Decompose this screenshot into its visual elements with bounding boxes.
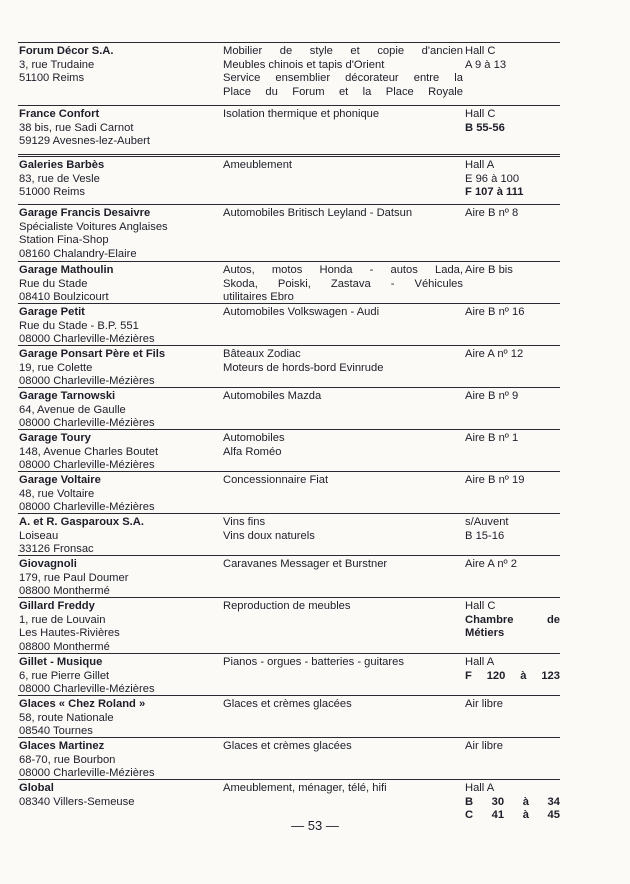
address-line: 33126 Fronsac bbox=[19, 543, 94, 556]
exhibitor-entry bbox=[18, 695, 560, 737]
exhibitor-name: Galeries Barbès bbox=[19, 159, 105, 171]
address-line: 68-70, rue Bourbon bbox=[19, 753, 116, 766]
exhibitor-contact bbox=[19, 159, 219, 200]
location-line: A 9 à 13 bbox=[465, 58, 507, 71]
address-line: 08160 Chalandry-Elaire bbox=[19, 247, 137, 260]
location-line: Aire B nº 8 bbox=[465, 207, 519, 219]
description-line: Place du Forum et la Place Royale bbox=[223, 85, 463, 98]
exhibitor-name: Forum Décor S.A. bbox=[19, 45, 114, 57]
location-line: E 96 à 100 bbox=[465, 172, 520, 185]
location-line: s/Auvent bbox=[465, 516, 509, 528]
location-line: Air libre bbox=[465, 698, 503, 710]
stand-location bbox=[465, 45, 560, 72]
location-line: Hall C bbox=[465, 45, 496, 57]
address-line: 08000 Charleville-Mézières bbox=[19, 375, 155, 388]
product-description bbox=[223, 264, 463, 305]
description-line: Bâteaux Zodiac bbox=[223, 348, 301, 360]
description-line: Autos, motos Honda - autos Lada, bbox=[223, 264, 463, 276]
description-line: Moteurs de hords-bord Evinrude bbox=[223, 361, 384, 374]
address-line: 08410 Boulzicourt bbox=[19, 291, 109, 304]
product-description bbox=[223, 390, 463, 404]
product-description bbox=[223, 306, 463, 320]
product-description bbox=[223, 600, 463, 614]
description-line: Mobilier de style et copie d'ancien bbox=[223, 45, 463, 57]
product-description bbox=[223, 740, 463, 754]
exhibitor-contact bbox=[19, 306, 219, 347]
stand-location bbox=[465, 656, 560, 683]
exhibitor-name: Garage Ponsart Père et Fils bbox=[19, 348, 166, 360]
address-line: 08340 Villers-Semeuse bbox=[19, 795, 135, 808]
location-line: Aire B nº 1 bbox=[465, 432, 519, 444]
exhibitor-entry bbox=[18, 653, 560, 695]
description-line: Meubles chinois et tapis d'Orient bbox=[223, 58, 385, 71]
address-line: 08000 Charleville-Mézières bbox=[19, 501, 155, 514]
exhibitor-entry bbox=[18, 737, 560, 779]
address-line: 08000 Charleville-Mézières bbox=[19, 417, 155, 430]
address-line: 19, rue Colette bbox=[19, 361, 93, 374]
address-line: 51000 Reims bbox=[19, 186, 85, 199]
stand-location bbox=[465, 516, 560, 543]
product-description bbox=[223, 782, 463, 796]
product-description bbox=[223, 474, 463, 488]
exhibitor-name: France Confort bbox=[19, 108, 100, 120]
location-line: Hall C bbox=[465, 108, 496, 120]
exhibitor-entry bbox=[18, 471, 560, 513]
exhibitor-name: Garage Voltaire bbox=[19, 474, 101, 486]
stand-location bbox=[465, 782, 560, 823]
stand-location bbox=[465, 207, 560, 221]
exhibitor-entry bbox=[18, 387, 560, 429]
address-line: Les Hautes-Rivières bbox=[19, 627, 120, 640]
exhibitor-entry bbox=[18, 513, 560, 555]
product-description bbox=[223, 45, 463, 99]
stand-location bbox=[465, 390, 560, 404]
location-line: Hall A bbox=[465, 656, 495, 668]
description-line: Reproduction de meubles bbox=[223, 600, 351, 612]
exhibitor-contact bbox=[19, 516, 219, 557]
exhibitor-contact bbox=[19, 45, 219, 86]
location-line: C 41 à 45 bbox=[465, 809, 560, 822]
address-line: Spécialiste Voitures Anglaises bbox=[19, 220, 168, 233]
stand-location bbox=[465, 740, 560, 754]
stand-location bbox=[465, 108, 560, 135]
description-line: Pianos - orgues - batteries - guitares bbox=[223, 656, 404, 668]
location-line: Hall A bbox=[465, 782, 495, 794]
product-description bbox=[223, 698, 463, 712]
address-line: 148, Avenue Charles Boutet bbox=[19, 445, 159, 458]
address-line: 38 bis, rue Sadi Carnot bbox=[19, 121, 134, 134]
stand-location bbox=[465, 159, 560, 200]
description-line: Automobiles Mazda bbox=[223, 390, 322, 402]
stand-location bbox=[465, 306, 560, 320]
directory-listing bbox=[18, 42, 560, 835]
location-line: B 30 à 34 bbox=[465, 795, 560, 808]
exhibitor-entry bbox=[18, 42, 560, 105]
address-line: 08000 Charleville-Mézières bbox=[19, 683, 155, 696]
address-line: Loiseau bbox=[19, 529, 59, 542]
description-line: Service ensemblier décorateur entre la bbox=[223, 72, 463, 85]
address-line: 08000 Charleville-Mézières bbox=[19, 459, 155, 472]
exhibitor-contact bbox=[19, 558, 219, 599]
stand-location bbox=[465, 698, 560, 712]
location-line: Air libre bbox=[465, 740, 503, 752]
location-line: Aire B nº 9 bbox=[465, 390, 519, 402]
exhibitor-name: Garage Francis Desaivre bbox=[19, 207, 151, 219]
address-line: 08800 Monthermé bbox=[19, 640, 110, 653]
description-line: Concessionnaire Fiat bbox=[223, 474, 329, 486]
location-line: Hall A bbox=[465, 159, 495, 171]
exhibitor-name: Garage Toury bbox=[19, 432, 91, 444]
location-line: B 55-56 bbox=[465, 121, 505, 134]
exhibitor-contact bbox=[19, 474, 219, 515]
address-line: 59129 Avesnes-lez-Aubert bbox=[19, 135, 151, 148]
location-line: Hall C bbox=[465, 600, 496, 612]
product-description bbox=[223, 159, 463, 173]
exhibitor-name: Garage Petit bbox=[19, 306, 85, 318]
address-line: 6, rue Pierre Gillet bbox=[19, 669, 110, 682]
location-line: Aire B nº 19 bbox=[465, 474, 525, 486]
address-line: 08000 Charleville-Mézières bbox=[19, 333, 155, 346]
exhibitor-name: Glaces Martinez bbox=[19, 740, 105, 752]
address-line: 179, rue Paul Doumer bbox=[19, 571, 129, 584]
exhibitor-name: Global bbox=[19, 782, 54, 794]
address-line: 48, rue Voltaire bbox=[19, 487, 95, 500]
location-line: Aire A nº 2 bbox=[465, 558, 517, 570]
product-description bbox=[223, 207, 463, 221]
exhibitor-entry bbox=[18, 345, 560, 387]
exhibitor-contact bbox=[19, 348, 219, 389]
location-line: F 107 à 111 bbox=[465, 186, 524, 199]
exhibitor-entry bbox=[18, 597, 560, 653]
exhibitor-contact bbox=[19, 108, 219, 149]
address-line: Rue du Stade - B.P. 551 bbox=[19, 319, 139, 332]
address-line: 58, route Nationale bbox=[19, 711, 114, 724]
exhibitor-contact bbox=[19, 740, 219, 781]
exhibitor-entry bbox=[18, 555, 560, 597]
exhibitor-entry bbox=[18, 303, 560, 345]
exhibitor-entry bbox=[18, 154, 560, 204]
exhibitor-name: Gillet - Musique bbox=[19, 656, 103, 668]
address-line: 64, Avenue de Gaulle bbox=[19, 403, 126, 416]
exhibitor-contact bbox=[19, 782, 219, 809]
exhibitor-name: Giovagnoli bbox=[19, 558, 77, 570]
address-line: 08000 Charleville-Mézières bbox=[19, 767, 155, 780]
description-line: Automobiles Britisch Leyland - Datsun bbox=[223, 207, 413, 219]
exhibitor-entry bbox=[18, 105, 560, 154]
exhibitor-contact bbox=[19, 207, 219, 261]
exhibitor-name: Glaces « Chez Roland » bbox=[19, 698, 146, 710]
location-line: Aire A nº 12 bbox=[465, 348, 524, 360]
description-line: Caravanes Messager et Burstner bbox=[223, 558, 388, 570]
stand-location bbox=[465, 432, 560, 446]
exhibitor-name: Garage Tarnowski bbox=[19, 390, 116, 402]
product-description bbox=[223, 558, 463, 572]
description-line: Skoda, Poiski, Zastava - Véhicules bbox=[223, 277, 463, 290]
address-line: 1, rue de Louvain bbox=[19, 613, 106, 626]
address-line: 08800 Monthermé bbox=[19, 585, 110, 598]
page-number: — 53 — bbox=[291, 818, 339, 833]
exhibitor-contact bbox=[19, 600, 219, 654]
description-line: Isolation thermique et phonique bbox=[223, 108, 380, 120]
exhibitor-contact bbox=[19, 264, 219, 305]
exhibitor-contact bbox=[19, 656, 219, 697]
stand-location bbox=[465, 264, 560, 278]
product-description bbox=[223, 516, 463, 543]
location-line: Chambre de bbox=[465, 613, 560, 626]
exhibitor-name: A. et R. Gasparoux S.A. bbox=[19, 516, 144, 528]
description-line: Vins fins bbox=[223, 516, 266, 528]
exhibitor-entry bbox=[18, 429, 560, 471]
location-line: Aire B nº 16 bbox=[465, 306, 525, 318]
description-line: Glaces et crèmes glacées bbox=[223, 698, 352, 710]
description-line: Ameublement bbox=[223, 159, 293, 171]
stand-location bbox=[465, 348, 560, 362]
exhibitor-contact bbox=[19, 698, 219, 739]
description-line: utilitaires Ebro bbox=[223, 291, 294, 304]
stand-location bbox=[465, 558, 560, 572]
exhibitor-name: Gillard Freddy bbox=[19, 600, 95, 612]
address-line: 08540 Tournes bbox=[19, 725, 93, 738]
description-line: Alfa Roméo bbox=[223, 445, 282, 458]
address-line: Station Fina-Shop bbox=[19, 234, 109, 247]
description-line: Ameublement, ménager, télé, hifi bbox=[223, 782, 387, 794]
location-line: F 120 à 123 bbox=[465, 669, 560, 682]
product-description bbox=[223, 348, 463, 375]
location-line: B 15-16 bbox=[465, 529, 505, 542]
description-line: Automobiles bbox=[223, 432, 285, 444]
address-line: Rue du Stade bbox=[19, 277, 88, 290]
product-description bbox=[223, 656, 463, 670]
address-line: 51100 Reims bbox=[19, 72, 85, 85]
description-line: Glaces et crèmes glacées bbox=[223, 740, 352, 752]
exhibitor-contact bbox=[19, 390, 219, 431]
location-line: Aire B bis bbox=[465, 264, 513, 276]
exhibitor-name: Garage Mathoulin bbox=[19, 264, 114, 276]
exhibitor-entry bbox=[18, 204, 560, 261]
description-line: Automobiles Volkswagen - Audi bbox=[223, 306, 380, 318]
address-line: 83, rue de Vesle bbox=[19, 172, 100, 185]
address-line: 3, rue Trudaine bbox=[19, 58, 95, 71]
stand-location bbox=[465, 474, 560, 488]
stand-location bbox=[465, 600, 560, 641]
location-line: Métiers bbox=[465, 627, 505, 640]
exhibitor-contact bbox=[19, 432, 219, 473]
product-description bbox=[223, 108, 463, 122]
exhibitor-entry bbox=[18, 261, 560, 303]
product-description bbox=[223, 432, 463, 459]
description-line: Vins doux naturels bbox=[223, 529, 315, 542]
